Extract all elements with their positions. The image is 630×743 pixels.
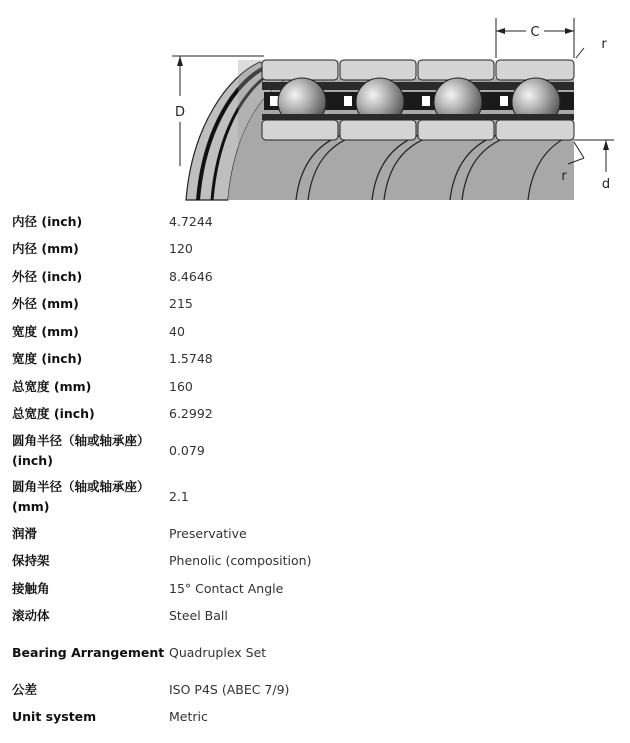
spec-value: 1.5748 bbox=[169, 351, 213, 367]
dimension-r-bottom-label: r bbox=[561, 169, 567, 184]
spec-value: 160 bbox=[169, 378, 193, 394]
bearing-diagram bbox=[168, 16, 616, 202]
spec-row bbox=[0, 318, 630, 346]
spec-row bbox=[0, 575, 630, 603]
spec-key: 公差 bbox=[12, 681, 38, 697]
spec-key: 宽度 (inch) bbox=[12, 351, 83, 367]
spec-row bbox=[0, 346, 630, 374]
spec-value: ISO P4S (ABEC 7/9) bbox=[169, 681, 290, 697]
spec-key: Bearing Arrangement bbox=[12, 645, 165, 660]
spec-value: Quadruplex Set bbox=[169, 645, 267, 660]
specification-table bbox=[0, 208, 630, 731]
spec-value: 6.2992 bbox=[169, 406, 213, 422]
spec-row bbox=[0, 603, 630, 631]
spec-key: 内径 (inch) bbox=[12, 213, 83, 229]
spec-key: 总宽度 (mm) bbox=[12, 378, 92, 394]
spec-row bbox=[0, 208, 630, 236]
spec-row bbox=[0, 428, 630, 474]
spec-key: 保持架 bbox=[12, 553, 50, 569]
spec-value: 215 bbox=[169, 296, 193, 312]
spec-value: 0.079 bbox=[169, 443, 205, 458]
spec-key: 宽度 (mm) bbox=[12, 323, 79, 339]
spec-value: Steel Ball bbox=[169, 608, 228, 624]
spec-row bbox=[0, 401, 630, 429]
spec-row bbox=[0, 263, 630, 291]
spec-row bbox=[0, 520, 630, 548]
spec-value: 2.1 bbox=[169, 489, 189, 504]
spec-row bbox=[0, 373, 630, 401]
spec-row bbox=[0, 704, 630, 732]
spec-value: 15° Contact Angle bbox=[169, 580, 284, 596]
dimension-d-outer-label: D bbox=[174, 105, 186, 120]
spec-value: 40 bbox=[169, 323, 185, 339]
spec-row bbox=[0, 236, 630, 264]
spec-key: 内径 (mm) bbox=[12, 241, 79, 257]
spec-row bbox=[0, 291, 630, 319]
spec-key: 圆角半径（轴或轴承座）(mm) bbox=[12, 479, 150, 514]
spec-key: 外径 (inch) bbox=[12, 268, 83, 284]
spec-key: 滚动体 bbox=[12, 608, 50, 624]
spec-key: 总宽度 (inch) bbox=[12, 406, 95, 422]
spec-row bbox=[0, 548, 630, 576]
spec-key: 外径 (mm) bbox=[12, 296, 79, 312]
spec-value: Phenolic (composition) bbox=[169, 553, 312, 569]
spec-key: 润滑 bbox=[12, 525, 38, 541]
spec-value: 120 bbox=[169, 241, 193, 257]
dimension-c-label: C bbox=[530, 25, 540, 40]
spec-value: 8.4646 bbox=[169, 268, 213, 284]
spec-key: 接触角 bbox=[12, 580, 50, 596]
dimension-r-top-label: r bbox=[601, 37, 607, 52]
spec-row bbox=[0, 630, 630, 676]
spec-row bbox=[0, 474, 630, 520]
spec-value: 4.7244 bbox=[169, 213, 213, 229]
spec-value: Metric bbox=[169, 709, 208, 725]
dimension-d-inner-label: d bbox=[601, 177, 611, 192]
spec-key: Unit system bbox=[12, 709, 97, 725]
spec-key: 圆角半径（轴或轴承座）(inch) bbox=[12, 433, 150, 468]
spec-row bbox=[0, 676, 630, 704]
spec-value: Preservative bbox=[169, 525, 247, 541]
